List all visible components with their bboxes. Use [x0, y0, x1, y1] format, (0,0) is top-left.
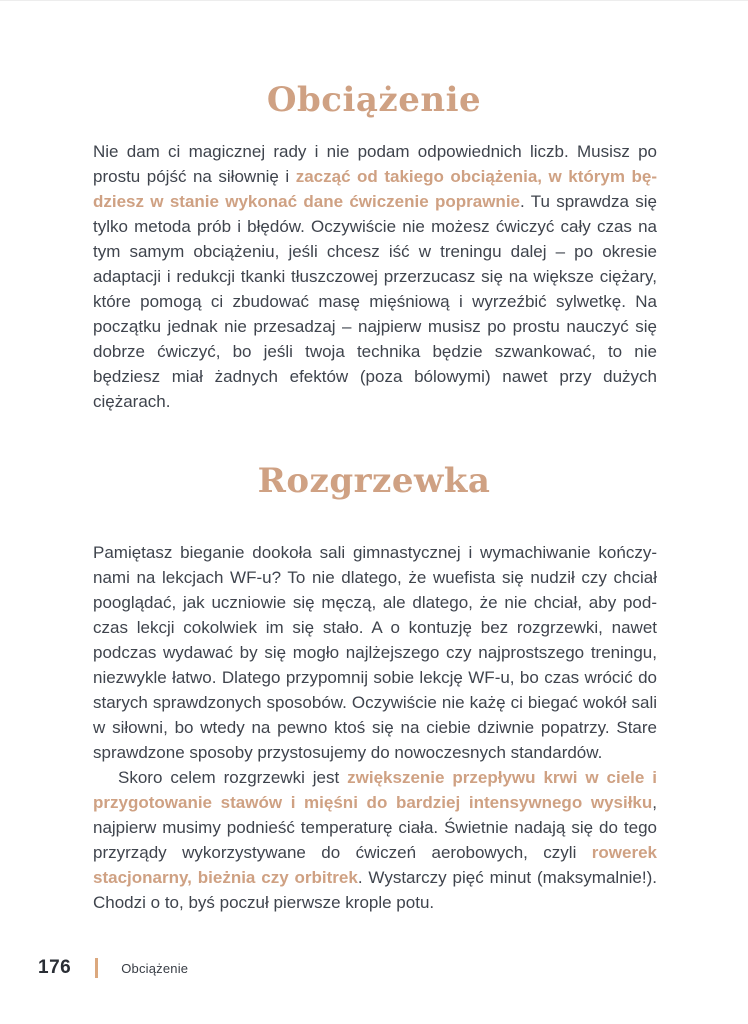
warmup-paragraphs [93, 540, 657, 915]
footer-divider-bar [95, 958, 98, 978]
page-number: 176 [38, 957, 72, 978]
page-footer [38, 957, 188, 979]
highlighted-text: rowerek stacjonarny, bieżnia czy orbitrek [93, 843, 657, 887]
highlighted-text: zacząć od takiego obciążenia, w którym będziesz w stanie wykonać dane ćwiczenie poprawnie [93, 167, 657, 211]
text-run: . Wystarczy pięć minut (maksymalnie!). Chodzi o to, byś poczuł pierwsze krople potu. [93, 868, 657, 912]
paragraph-load-intro [93, 139, 657, 414]
text-run: Pamiętasz bieganie dookoła sali gimnastycznej i wymachiwanie kończynami na lekcjach WF-u? To nie dlatego, że wuefista się nudził czy chciał pooglądać, jak uczniowie się męczą, ale dlatego, że nie chciał, aby podczas lekcji cokolwiek im się stało. A o kontuzję bez rozgrzewki, nawet podczas wydawać by się mogło najlżejszego czy najprostszego treningu, niezwykle łatwo. Dlatego przypomnij sobie lekcję WF-u, bo czas wrócić do starych sprawdzonych sposobów. Oczywiście nie każę ci biegać wokół sali w siłowni, bo wtedy na pewno ktoś się na ciebie dziwnie popatrzy. Stare sprawdzone sposoby przystosujemy do nowoczesnych standardów. [93, 543, 657, 762]
text-run: , najpierw musimy podnieść temperaturę ciała. Świetnie nadają się do tego przyrządy wykorzystywane do ćwiczeń aerobowych, czyli [93, 793, 657, 862]
text-run: Nie dam ci magicznej rady i nie podam odpowiednich liczb. Musisz po prostu pójść na siłownię i [93, 142, 657, 186]
chapter-title-rozgrzewka: Rozgrzewka [257, 461, 491, 501]
highlighted-text: zwiększenie przepływu krwi w ciele i przygotowanie stawów i mięśni do bardziej intensywnego wysiłku [93, 768, 658, 812]
chapter-title-obciazenie: Obciążenie [266, 80, 482, 120]
text-run: . Tu sprawdza się tylko metoda prób i błędów. Oczywiście nie możesz ćwiczyć cały czas na tym samym obciążeniu, jeśli chcesz iść w treningu dalej – po okresie adaptacji i redukcji tkanki tłuszczowej przerzucasz się na większe ciężary, które pomogą ci zbudować masę mięśniową i wyrzeźbić sylwetkę. Na początku jednak nie przesadzaj – najpierw musisz po prostu nauczyć się dobrze ćwiczyć, bo jeśli twoja technika będzie szwankować, to nie będziesz miał żadnych efektów (poza bólowymi) nawet przy dużych ciężarach. [93, 192, 657, 411]
footer-chapter-label: Obciążenie [121, 960, 189, 976]
paragraph-warmup-history [93, 540, 657, 765]
text-run: Skoro celem rozgrzewki jest [118, 768, 348, 787]
paragraph-warmup-goal [93, 765, 657, 915]
